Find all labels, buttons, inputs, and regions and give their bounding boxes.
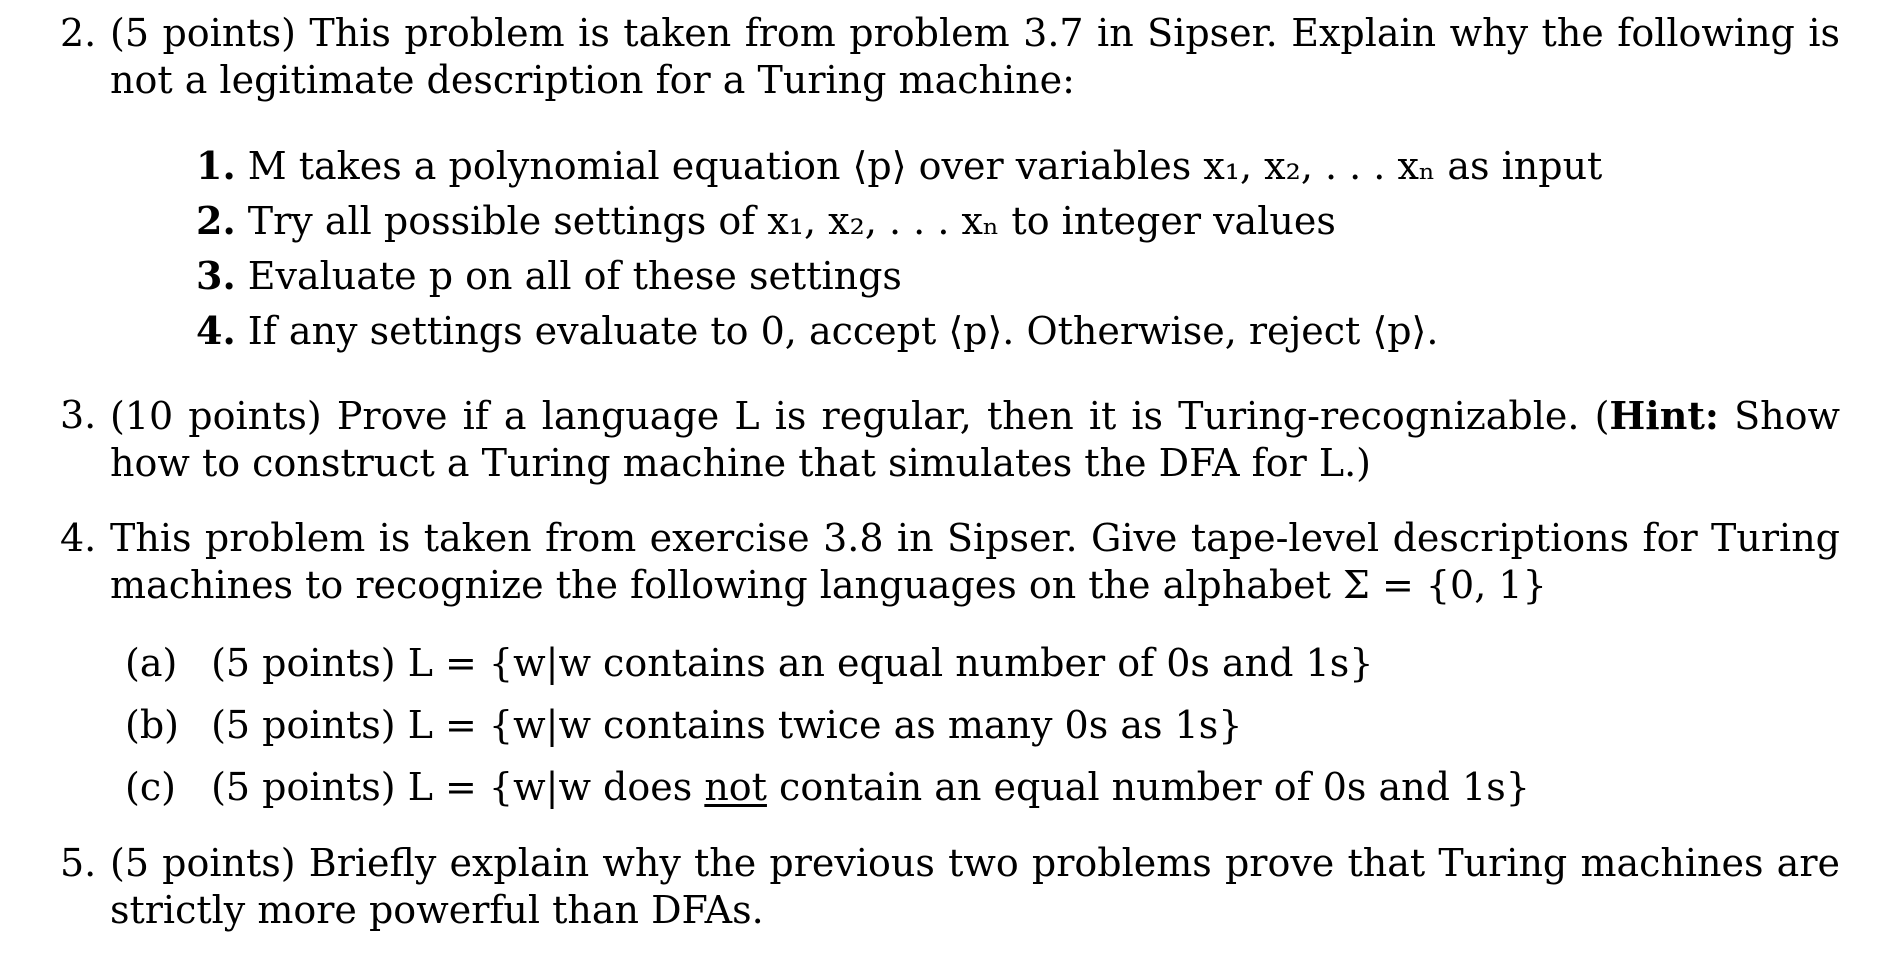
step-label: 2. bbox=[196, 198, 236, 243]
step-label: 1. bbox=[196, 143, 236, 188]
hint-label: Hint: bbox=[1609, 393, 1719, 438]
part-label: (c) bbox=[125, 765, 176, 809]
part-points: (5 points) bbox=[211, 703, 396, 747]
part-points: (5 points) bbox=[211, 765, 396, 809]
problem-3 bbox=[60, 392, 1840, 487]
step-text: Evaluate p on all of these settings bbox=[247, 254, 902, 298]
part-a bbox=[125, 632, 1530, 694]
step-label: 4. bbox=[196, 308, 236, 353]
problem-text: (10 points) Prove if a language L is regular, then it is Turing-recognizable. (Hint: Show how to construct a Turing machine that simulates the DFA for L.) bbox=[110, 393, 1840, 485]
part-formula: L = {w|w contains an equal number of 0s and 1s} bbox=[407, 641, 1374, 685]
problem-4 bbox=[60, 515, 1840, 609]
problem-text: This problem is taken from exercise 3.8 in Sipser. Give tape-level descriptions for Turing machines to recognize the following languages on the alphabet Σ = {0, 1} bbox=[110, 516, 1840, 607]
part-points: (5 points) bbox=[211, 641, 396, 685]
part-formula: L = {w|w does not contain an equal number of 0s and 1s} bbox=[407, 765, 1530, 809]
sub-parts bbox=[125, 632, 1530, 818]
step-text: Try all possible settings of x₁, x₂, . . . xₙ to integer values bbox=[247, 199, 1336, 243]
problem-number: 4. bbox=[60, 516, 97, 560]
part-label: (a) bbox=[125, 641, 178, 685]
algorithm-steps bbox=[196, 138, 1602, 358]
problem-number: 2. bbox=[60, 11, 97, 55]
problem-5 bbox=[60, 840, 1840, 934]
step-text: M takes a polynomial equation ⟨p⟩ over variables x₁, x₂, . . . xₙ as input bbox=[247, 144, 1603, 188]
step-2 bbox=[196, 193, 1602, 248]
underlined-word: not bbox=[704, 765, 767, 809]
problem-2 bbox=[60, 10, 1840, 104]
part-c bbox=[125, 756, 1530, 818]
problem-text: (5 points) Briefly explain why the previous two problems prove that Turing machines are strictly more powerful than DFAs. bbox=[110, 841, 1840, 932]
step-1 bbox=[196, 138, 1602, 193]
problem-number: 3. bbox=[60, 393, 97, 437]
part-formula: L = {w|w contains twice as many 0s as 1s} bbox=[407, 703, 1243, 747]
problem-number: 5. bbox=[60, 841, 97, 885]
step-4 bbox=[196, 303, 1602, 358]
part-b bbox=[125, 694, 1530, 756]
step-label: 3. bbox=[196, 253, 236, 298]
step-text: If any settings evaluate to 0, accept ⟨p⟩. Otherwise, reject ⟨p⟩. bbox=[247, 309, 1439, 353]
part-label: (b) bbox=[125, 703, 179, 747]
problem-text: (5 points) This problem is taken from problem 3.7 in Sipser. Explain why the following is not a legitimate description for a Turing machine: bbox=[110, 11, 1840, 102]
step-3 bbox=[196, 248, 1602, 303]
